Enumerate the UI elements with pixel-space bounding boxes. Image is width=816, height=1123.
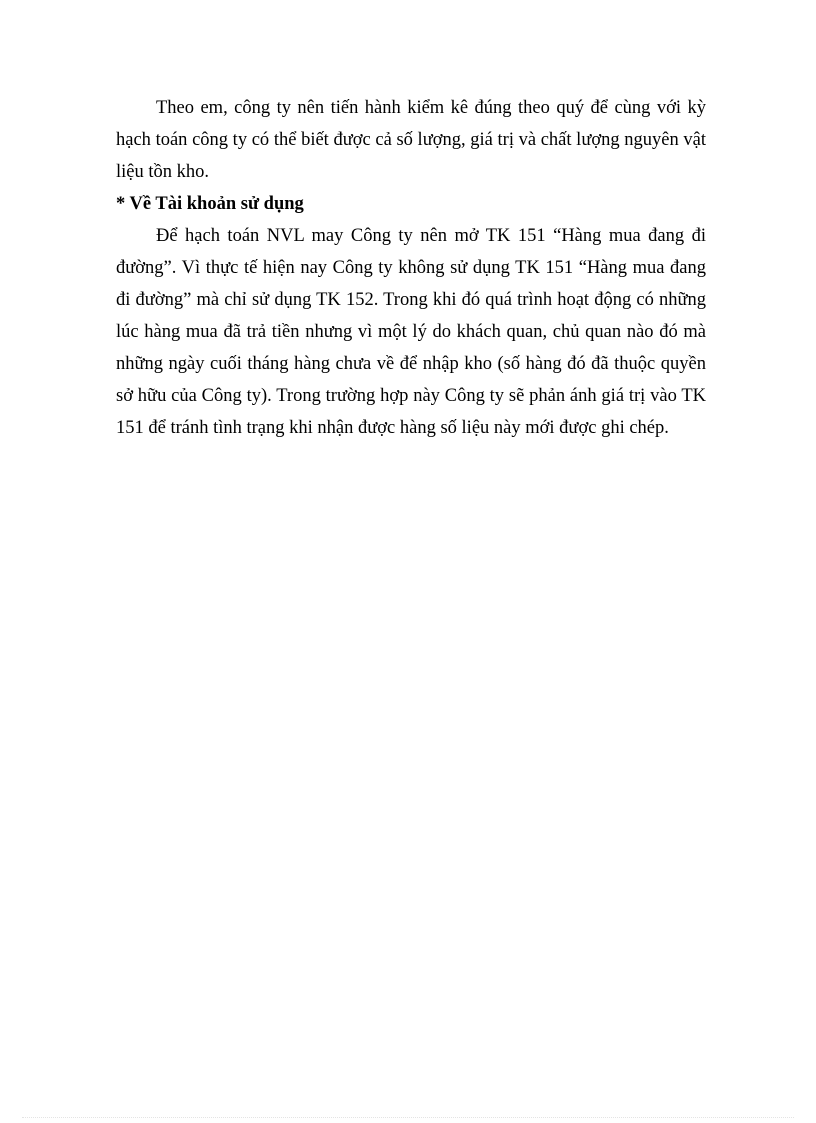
page-bottom-divider [22,1117,794,1118]
section-heading-accounts: * Về Tài khoản sử dụng [116,194,304,214]
paragraph-account-151: Để hạch toán NVL may Công ty nên mở TK 151 “Hàng mua đang đi đường”. Vì thực tế hiện nay Công ty không sử dụng TK 151 “Hàng mua đang đi đường” mà chỉ sử dụng TK 152. Trong khi đó quá trình hoạt động có những lúc hàng mua đã trả tiền nhưng vì một lý do khách quan, chủ quan nào đó mà những ngày cuối tháng hàng chưa về để nhập kho (số hàng đó đã thuộc quyền sở hữu của Công ty). Trong trường hợp này Công ty sẽ phản ánh giá trị vào TK 151 để tránh tình trạng khi nhận được hàng số liệu này mới được ghi chép. [116,226,706,438]
document-body [116,92,706,444]
paragraph-inventory: Theo em, công ty nên tiến hành kiểm kê đúng theo quý để cùng với kỳ hạch toán công ty có thể biết được cả số lượng, giá trị và chất lượng nguyên vật liệu tồn kho. [116,98,706,182]
